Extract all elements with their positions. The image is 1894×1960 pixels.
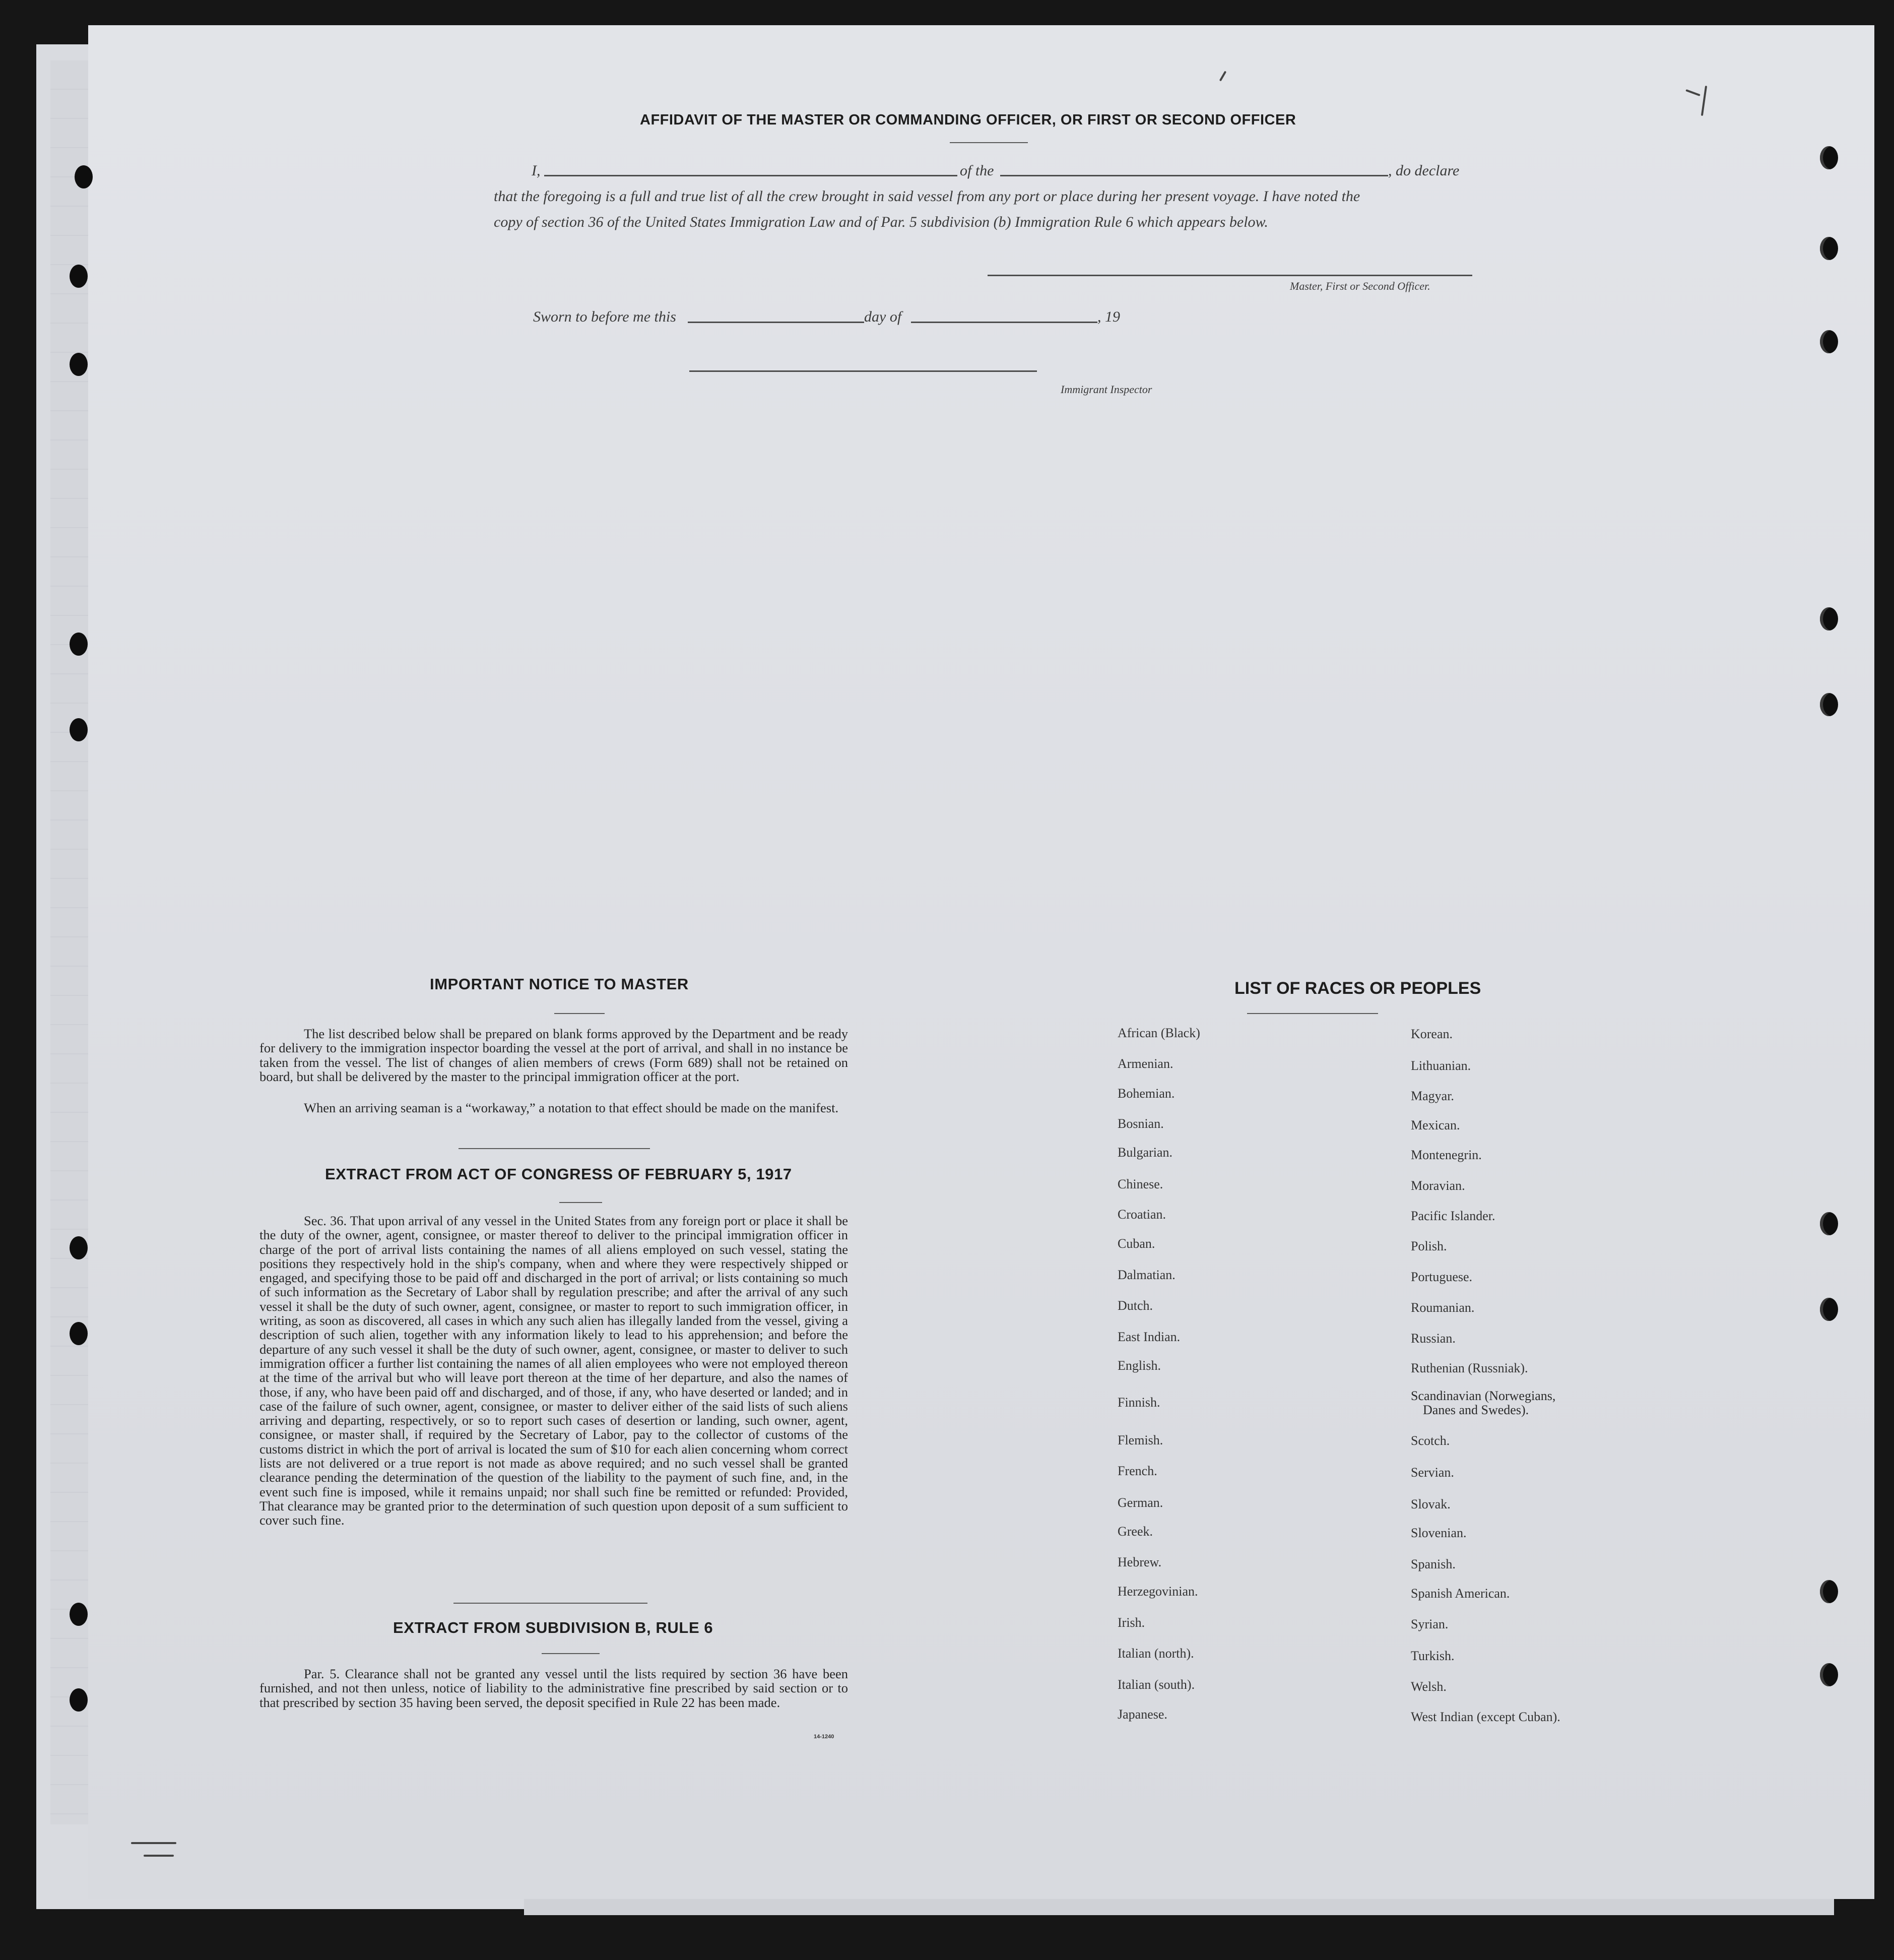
binder-hole bbox=[1820, 146, 1838, 169]
act-section-36-text: Sec. 36. That upon arrival of any vessel in the United States from any foreign port or place it shall be the duty of the owner, agent, consignee, or master thereof to deliver to the principal immigration officer in charge of the port of arrival lists containing the names of all aliens employed on such vessel, stating the positions they respectively hold in the ship's company, when and where they were respectively shipped or engaged, and specifying those to be paid off and discharged in the port of arrival; or lists containing so much of such information as the Secretary of Labor shall by regulation prescribe; and after the arrival of any such vessel it shall be the duty of such owner, agent, consignee, or master to report to such immigration officer, in writing, as soon as discovered, all cases in which any such alien has illegally landed from the vessel, giving a description of such alien, together with any information likely to lead to his apprehension; and before the departure of any such vessel it shall be the duty of such owner, agent, consignee, or master to deliver to such immigration officer a further list containing the names of all alien employees who were not employed thereon at the time of the arrival but who will leave port thereon at the time of her departure, and also the names of those, if any, who have been paid off and discharged, and of those, if any, who have deserted or landed; and in case of the failure of such owner, agent, consignee, or master to deliver either of the said lists of such aliens arriving and departing, respectively, or so to report such cases of desertion or landing, such owner, agent, consignee, or master shall, if required by the Secretary of Labor, pay to the collector of customs of the customs district in which the port of arrival is located the sum of $10 for each alien concerning whom correct lists are not delivered or a true report is not made as above required; and no such vessel shall be granted clearance pending the determination of the question of the liability to the payment of such fine, and, in the event such fine is imposed, while it remains unpaid; nor shall such fine be remitted or refunded: Provided, That clearance may be granted prior to the determination of such question upon deposit of a sum sufficient to cover such fine. bbox=[259, 1213, 848, 1528]
form-number: 14-1240 bbox=[814, 1734, 834, 1740]
binder-hole bbox=[1820, 1298, 1838, 1321]
race-item: Lithuanian. bbox=[1411, 1058, 1471, 1073]
race-item: Armenian. bbox=[1118, 1056, 1173, 1071]
race-item: Roumanian. bbox=[1411, 1300, 1475, 1315]
affidavit-statement-line3: copy of section 36 of the United States Immigration Law and of Par. 5 subdivision (b) Immigration Rule 6 which appears below. bbox=[494, 214, 1268, 230]
race-item: Cuban. bbox=[1118, 1236, 1155, 1251]
race-item: Slovenian. bbox=[1411, 1526, 1467, 1540]
divider bbox=[554, 1013, 605, 1014]
signature-caption: Master, First or Second Officer. bbox=[1290, 280, 1430, 292]
race-item: Syrian. bbox=[1411, 1617, 1449, 1631]
binder-hole bbox=[70, 353, 88, 376]
race-item: Italian (north). bbox=[1118, 1646, 1194, 1661]
race-item: Herzegovinian. bbox=[1118, 1584, 1198, 1599]
race-item: Chinese. bbox=[1118, 1177, 1163, 1191]
binder-hole bbox=[70, 1236, 88, 1259]
race-item: Irish. bbox=[1118, 1615, 1145, 1630]
sworn-month-blank bbox=[911, 322, 1097, 323]
affidavit-i-label: I, bbox=[532, 162, 541, 179]
race-item: Servian. bbox=[1411, 1465, 1454, 1480]
notice-title: IMPORTANT NOTICE TO MASTER bbox=[430, 975, 689, 993]
race-item: East Indian. bbox=[1118, 1330, 1181, 1344]
affidavit-of-the-label: of the bbox=[960, 162, 994, 179]
race-item: Pacific Islander. bbox=[1411, 1209, 1495, 1223]
sworn-day-of: day of bbox=[864, 308, 902, 325]
sworn-day-blank bbox=[688, 322, 864, 323]
race-item: Welsh. bbox=[1411, 1679, 1447, 1694]
race-item: Turkish. bbox=[1411, 1649, 1455, 1663]
race-item: Korean. bbox=[1411, 1027, 1453, 1041]
race-item: Mexican. bbox=[1411, 1118, 1460, 1132]
divider bbox=[559, 1202, 602, 1203]
race-item: French. bbox=[1118, 1464, 1157, 1478]
notice-paragraph-2: When an arriving seaman is a “workaway,” a notation to that effect should be made on the manifest. bbox=[304, 1100, 839, 1115]
affidavit-title: AFFIDAVIT OF THE MASTER OR COMMANDING OFFICER, OR FIRST OR SECOND OFFICER bbox=[640, 112, 1296, 128]
race-item: Magyar. bbox=[1411, 1089, 1454, 1103]
race-item: Dalmatian. bbox=[1118, 1268, 1175, 1282]
race-item: English. bbox=[1118, 1358, 1161, 1373]
name-blank bbox=[544, 175, 957, 176]
divider bbox=[453, 1603, 647, 1604]
race-item: Scotch. bbox=[1411, 1433, 1450, 1448]
binder-hole bbox=[1820, 1212, 1838, 1235]
race-item: Slovak. bbox=[1411, 1497, 1451, 1511]
race-item: Montenegrin. bbox=[1411, 1148, 1482, 1162]
binder-hole bbox=[70, 1688, 88, 1712]
affidavit-do-declare: , do declare bbox=[1388, 162, 1460, 179]
race-item: Portuguese. bbox=[1411, 1270, 1473, 1284]
race-item: German. bbox=[1118, 1495, 1163, 1510]
binder-hole bbox=[1820, 1580, 1838, 1603]
race-item: West Indian (except Cuban). bbox=[1411, 1710, 1560, 1724]
races-title: LIST OF RACES OR PEOPLES bbox=[1234, 979, 1481, 998]
binder-hole bbox=[1820, 237, 1838, 260]
race-item: Scandinavian (Norwegians, Danes and Swedes). bbox=[1411, 1388, 1556, 1417]
divider bbox=[950, 142, 1028, 143]
inspector-signature-line bbox=[689, 370, 1037, 372]
binder-hole bbox=[1820, 607, 1838, 630]
vessel-blank bbox=[1000, 175, 1388, 176]
race-item: Japanese. bbox=[1118, 1707, 1167, 1722]
binder-hole bbox=[75, 165, 93, 188]
race-item: Flemish. bbox=[1118, 1433, 1163, 1447]
binder-hole bbox=[1820, 330, 1838, 353]
divider bbox=[459, 1148, 650, 1149]
race-item: Dutch. bbox=[1118, 1298, 1153, 1313]
race-item: Moravian. bbox=[1411, 1178, 1465, 1193]
race-item: Spanish. bbox=[1411, 1557, 1456, 1571]
binder-hole bbox=[70, 1322, 88, 1345]
race-item: Croatian. bbox=[1118, 1207, 1166, 1222]
affidavit-statement-line2: that the foregoing is a full and true list of all the crew brought in said vessel from any port or place during her present voyage. I have noted the bbox=[494, 188, 1360, 205]
race-item: Polish. bbox=[1411, 1239, 1447, 1253]
binder-hole bbox=[70, 633, 88, 656]
binder-hole bbox=[1820, 1663, 1838, 1686]
inspector-caption: Immigrant Inspector bbox=[1061, 383, 1152, 396]
signature-line bbox=[988, 275, 1472, 276]
race-item: Bohemian. bbox=[1118, 1086, 1175, 1101]
race-item: Bulgarian. bbox=[1118, 1145, 1173, 1160]
act-title: EXTRACT FROM ACT OF CONGRESS OF FEBRUARY 5, 1917 bbox=[325, 1165, 792, 1183]
rule-title: EXTRACT FROM SUBDIVISION B, RULE 6 bbox=[393, 1619, 713, 1636]
divider bbox=[542, 1653, 600, 1654]
race-item: Russian. bbox=[1411, 1331, 1456, 1346]
race-item: Greek. bbox=[1118, 1524, 1153, 1539]
binder-hole bbox=[1820, 693, 1838, 716]
race-item: Italian (south). bbox=[1118, 1677, 1195, 1692]
race-item: Spanish American. bbox=[1411, 1586, 1510, 1601]
divider bbox=[1247, 1013, 1378, 1014]
race-item: Finnish. bbox=[1118, 1395, 1160, 1410]
race-item: Bosnian. bbox=[1118, 1116, 1164, 1131]
race-item: Ruthenian (Russniak). bbox=[1411, 1361, 1528, 1375]
rule-paragraph: Par. 5. Clearance shall not be granted any vessel until the lists required by section 36 have been furnished, and not then unless, notice of liability to the administrative fine prescribed by said section or to that prescribed by section 35 having been served, the deposit specified in Rule 22 has been made. bbox=[259, 1666, 848, 1710]
binder-hole bbox=[70, 265, 88, 288]
pen-mark bbox=[144, 1855, 174, 1857]
binder-hole bbox=[70, 718, 88, 741]
manifest-back-page bbox=[88, 25, 1874, 1899]
sworn-year: , 19 bbox=[1097, 308, 1120, 325]
race-item: African (Black) bbox=[1118, 1026, 1200, 1040]
binder-hole bbox=[70, 1603, 88, 1626]
sworn-prefix: Sworn to before me this bbox=[533, 308, 676, 325]
pen-mark bbox=[131, 1842, 176, 1844]
notice-paragraph-1: The list described below shall be prepared on blank forms approved by the Department and be ready for delivery to the immigration inspector boarding the vessel at the port of arrival, and shall in no instance be taken from the vessel. The list of changes of alien members of crews (Form 689) shall not be retained on board, but shall be delivered by the master to the principal immigration officer at the port. bbox=[259, 1026, 848, 1084]
race-item: Hebrew. bbox=[1118, 1555, 1162, 1569]
